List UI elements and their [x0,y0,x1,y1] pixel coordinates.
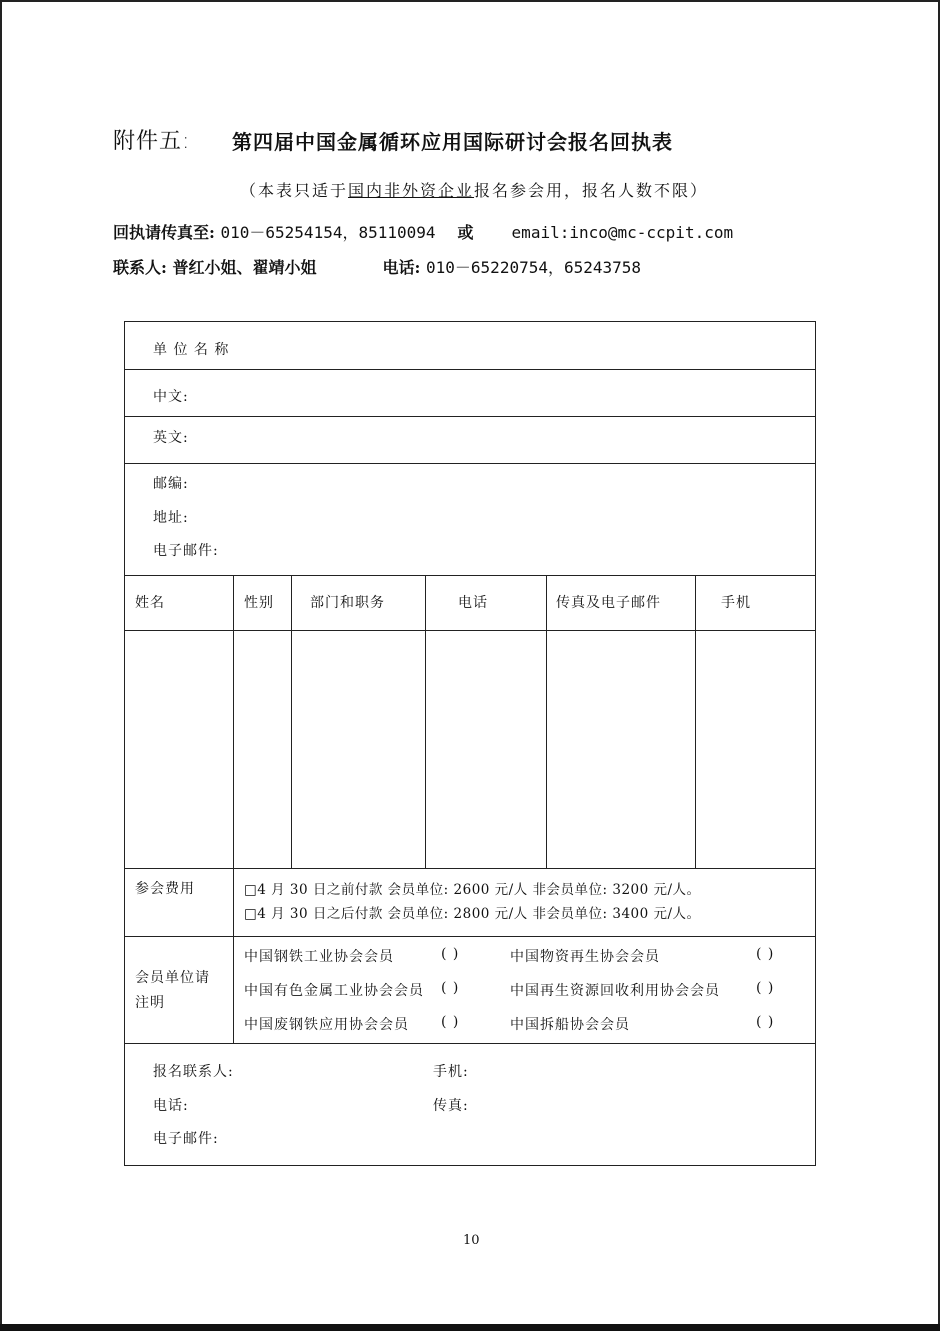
member-option: 中国物资再生协会会员 [510,949,660,965]
member-option: 中国再生资源回收利用协会会员 [510,983,720,999]
member-checkbox[interactable]: ( ) [441,1014,460,1030]
subtitle: （本表只适于国内非外资企业报名参会用，报名人数不限） [240,181,709,200]
chinese-name-field[interactable]: 中文: [153,389,189,405]
member-checkbox[interactable]: ( ) [756,980,775,996]
postcode-field[interactable]: 邮编: [153,476,189,492]
member-checkbox[interactable]: ( ) [441,946,460,962]
attachment-label: 附件五: [113,129,191,154]
reg-fax-field[interactable]: 传真: [433,1098,469,1114]
fee-label: 参会费用 [135,881,195,897]
member-option: 中国拆船协会会员 [510,1017,630,1033]
fee-before-checkbox[interactable]: □4 月 30 日之前付款 会员单位: 2600 元/人 非会员单位: 3200 元/人。 [244,882,701,898]
address-field[interactable]: 地址: [153,510,189,526]
member-option: 中国废钢铁应用协会会员 [244,1017,409,1033]
fee-after-checkbox[interactable]: □4 月 30 日之后付款 会员单位: 2800 元/人 非会员单位: 3400 元/人。 [244,906,701,922]
contact-line: 联系人: 普红小姐、翟靖小姐 电话: 010－65220754，65243758 [113,258,642,277]
phone-numbers: 010－65220754，65243758 [426,258,642,277]
email-address: email:inco@mc-ccpit.com [511,223,734,242]
member-label-line1: 会员单位请 [135,970,210,986]
reg-phone-field[interactable]: 电话: [153,1098,189,1114]
registration-form-table [124,321,816,1166]
column-header-gender: 性别 [244,595,274,611]
page-title: 第四届中国金属循环应用国际研讨会报名回执表 [232,130,673,154]
column-header-mobile: 手机 [721,595,751,611]
reg-mobile-field[interactable]: 手机: [433,1064,469,1080]
english-name-field[interactable]: 英文: [153,430,189,446]
reg-email-field[interactable]: 电子邮件: [153,1131,219,1147]
contact-names: 普红小姐、翟靖小姐 [172,258,317,277]
member-checkbox[interactable]: ( ) [441,980,460,996]
member-label-line2: 注明 [135,995,165,1011]
member-checkbox[interactable]: ( ) [756,946,775,962]
member-option: 中国有色金属工业协会会员 [244,983,424,999]
page-number: 10 [463,1233,480,1248]
reg-contact-field[interactable]: 报名联系人: [153,1064,234,1080]
email-field[interactable]: 电子邮件: [153,543,219,559]
member-checkbox[interactable]: ( ) [756,1014,775,1030]
column-header-fax-email: 传真及电子邮件 [556,595,661,611]
fax-line: 回执请传真至: 010－65254154，85110094 或 email:inco@mc-ccpit.com [113,223,734,242]
member-option: 中国钢铁工业协会会员 [244,949,394,965]
column-header-name: 姓名 [135,595,165,611]
fax-numbers: 010－65254154，85110094 [220,223,436,242]
column-header-dept: 部门和职务 [310,595,385,611]
column-header-phone: 电话 [458,595,488,611]
page-bottom-bar [0,1324,940,1331]
unit-name-label: 单 位 名 称 [153,342,230,358]
subtitle-underlined: 国内非外资企业 [348,181,475,200]
